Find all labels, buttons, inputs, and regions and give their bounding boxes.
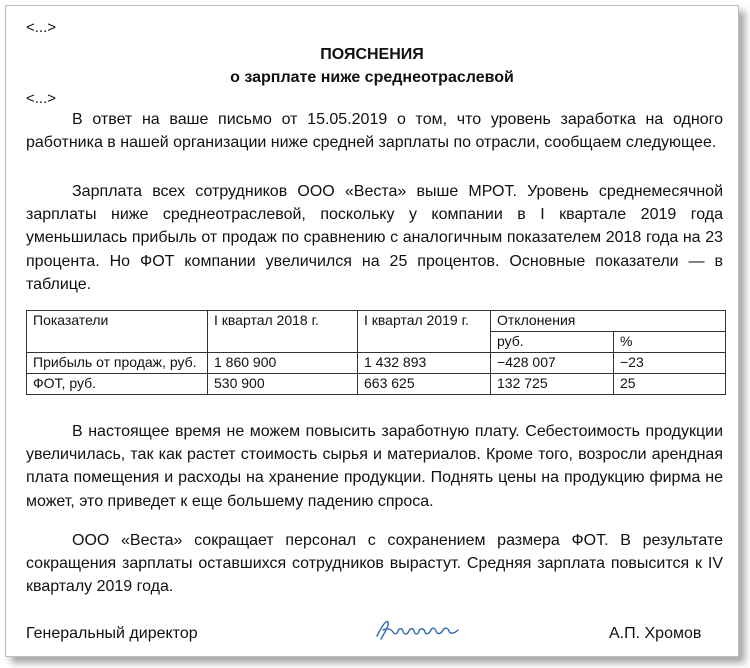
signatory-name: А.П. Хромов — [609, 625, 702, 642]
cell-deviation-percent: 25 — [614, 374, 726, 395]
document-title: ПОЯСНЕНИЯ — [320, 46, 424, 63]
subheader-rub: руб. — [491, 332, 614, 353]
paragraph-costs: В настоящее время не можем повысить заработную плату. Себестоимость продукции увеличилась, так как растет стоимость сырья и материалов. Кроме того, возросли арендная плата помещения и расходы на хранение продукции. Поднять цены на продукцию фирма не может, это приведет к еще большему падению спроса. — [26, 423, 723, 510]
cell-deviation-rub: 132 725 — [491, 374, 614, 395]
document-page — [5, 5, 739, 657]
paragraph-staff: ООО «Веста» сокращает персонал с сохранением размера ФОТ. В результате сокращения зарплаты оставшихся сотрудников вырастут. Средняя зарплата повысится к IV кварталу 2019 года. — [26, 532, 723, 596]
table-header-row — [27, 311, 726, 332]
indicators-table — [26, 310, 726, 395]
cell-q1-2018: 530 900 — [208, 374, 358, 395]
paragraph-intro: В ответ на ваше письмо от 15.05.2019 о том, что уровень заработка на одного работника в нашей организации ниже средней зарплаты по отрасли, сообщаем следующее. — [26, 111, 723, 152]
header-q1-2019: I квартал 2019 г. — [358, 311, 491, 353]
ellipsis-mid: <...> — [26, 90, 57, 107]
cell-q1-2019: 663 625 — [358, 374, 491, 395]
header-deviations: Отклонения — [491, 311, 726, 332]
document-subtitle: о зарплате ниже среднеотраслевой — [230, 69, 514, 86]
cell-indicator: ФОТ, руб. — [27, 374, 208, 395]
table-row — [27, 374, 726, 395]
cell-indicator: Прибыль от продаж, руб. — [27, 353, 208, 374]
header-q1-2018: I квартал 2018 г. — [208, 311, 358, 353]
cell-q1-2019: 1 432 893 — [358, 353, 491, 374]
signatory-position: Генеральный директор — [26, 625, 198, 642]
cell-deviation-percent: −23 — [614, 353, 726, 374]
header-indicators: Показатели — [27, 311, 208, 353]
cell-deviation-rub: −428 007 — [491, 353, 614, 374]
subheader-percent: % — [614, 332, 726, 353]
handwritten-signature — [374, 616, 460, 644]
cell-q1-2018: 1 860 900 — [208, 353, 358, 374]
table-row — [27, 353, 726, 374]
ellipsis-top: <...> — [26, 19, 57, 36]
paragraph-salary: Зарплата всех сотрудников ООО «Веста» выше МРОТ. Уровень среднемесячной зарплаты ниже среднеотраслевой, поскольку у компании в I квартале 2019 года уменьшилась прибыль от продаж по сравнению с аналогичным показателем 2018 года на 23 процента. Но ФОТ компании увеличился на 25 процентов. Основные показатели — в таблице. — [26, 183, 723, 293]
